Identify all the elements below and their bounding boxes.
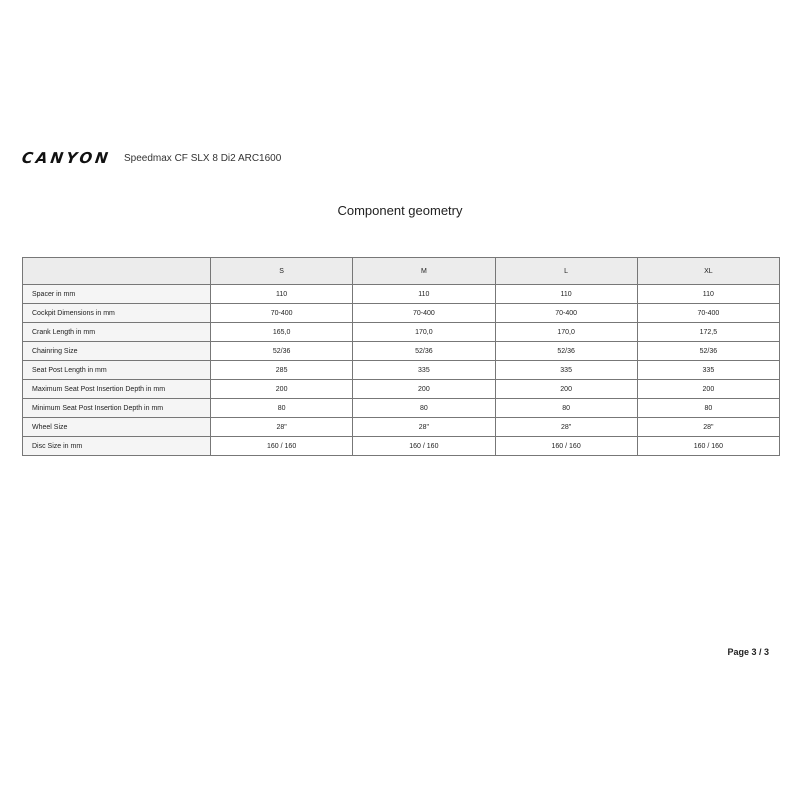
table-cell: 80 [495,399,637,418]
table-cell: 285 [211,361,353,380]
row-label: Maximum Seat Post Insertion Depth in mm [23,380,211,399]
geometry-table [22,257,780,456]
table-cell: 200 [637,380,779,399]
table-cell: 70-400 [637,304,779,323]
table-cell: 80 [637,399,779,418]
table-cell: 28" [353,418,495,437]
row-label: Seat Post Length in mm [23,361,211,380]
table-row [23,418,780,437]
table-row [23,361,780,380]
column-header-m: M [353,258,495,285]
table-cell: 160 / 160 [495,437,637,456]
table-cell: 170,0 [495,323,637,342]
table-cell: 165,0 [211,323,353,342]
table-cell: 110 [353,285,495,304]
table-cell: 335 [353,361,495,380]
table-cell: 28" [637,418,779,437]
table-row [23,380,780,399]
table-row [23,399,780,418]
table-cell: 70-400 [211,304,353,323]
table-cell: 160 / 160 [211,437,353,456]
table-cell: 80 [211,399,353,418]
table-row [23,342,780,361]
table-cell: 110 [495,285,637,304]
table-cell: 335 [637,361,779,380]
header-corner-cell [23,258,211,285]
column-header-xl: XL [637,258,779,285]
table-row [23,285,780,304]
table-row [23,437,780,456]
table-cell: 200 [211,380,353,399]
table-cell: 160 / 160 [637,437,779,456]
table-cell: 80 [353,399,495,418]
row-label: Minimum Seat Post Insertion Depth in mm [23,399,211,418]
row-label: Wheel Size [23,418,211,437]
table-cell: 335 [495,361,637,380]
row-label: Disc Size in mm [23,437,211,456]
page-header [22,146,782,170]
canyon-logo: CANYON [20,149,113,167]
table-cell: 52/36 [353,342,495,361]
table-cell: 70-400 [353,304,495,323]
row-label: Crank Length in mm [23,323,211,342]
table-cell: 110 [637,285,779,304]
row-label: Cockpit Dimensions in mm [23,304,211,323]
table-cell: 52/36 [211,342,353,361]
table-cell: 200 [353,380,495,399]
table-cell: 70-400 [495,304,637,323]
row-label: Chainring Size [23,342,211,361]
page-number: Page 3 / 3 [727,647,769,657]
table-row [23,323,780,342]
table-cell: 200 [495,380,637,399]
table-cell: 170,0 [353,323,495,342]
column-header-l: L [495,258,637,285]
table-cell: 160 / 160 [353,437,495,456]
table-cell: 28" [495,418,637,437]
table-header-row [23,258,780,285]
table-row [23,304,780,323]
table-cell: 110 [211,285,353,304]
row-label: Spacer in mm [23,285,211,304]
product-name: Speedmax CF SLX 8 Di2 ARC1600 [124,152,282,164]
table-cell: 52/36 [495,342,637,361]
page-title: Component geometry [337,203,463,218]
table-cell: 52/36 [637,342,779,361]
table-cell: 28" [211,418,353,437]
column-header-s: S [211,258,353,285]
table-cell: 172,5 [637,323,779,342]
